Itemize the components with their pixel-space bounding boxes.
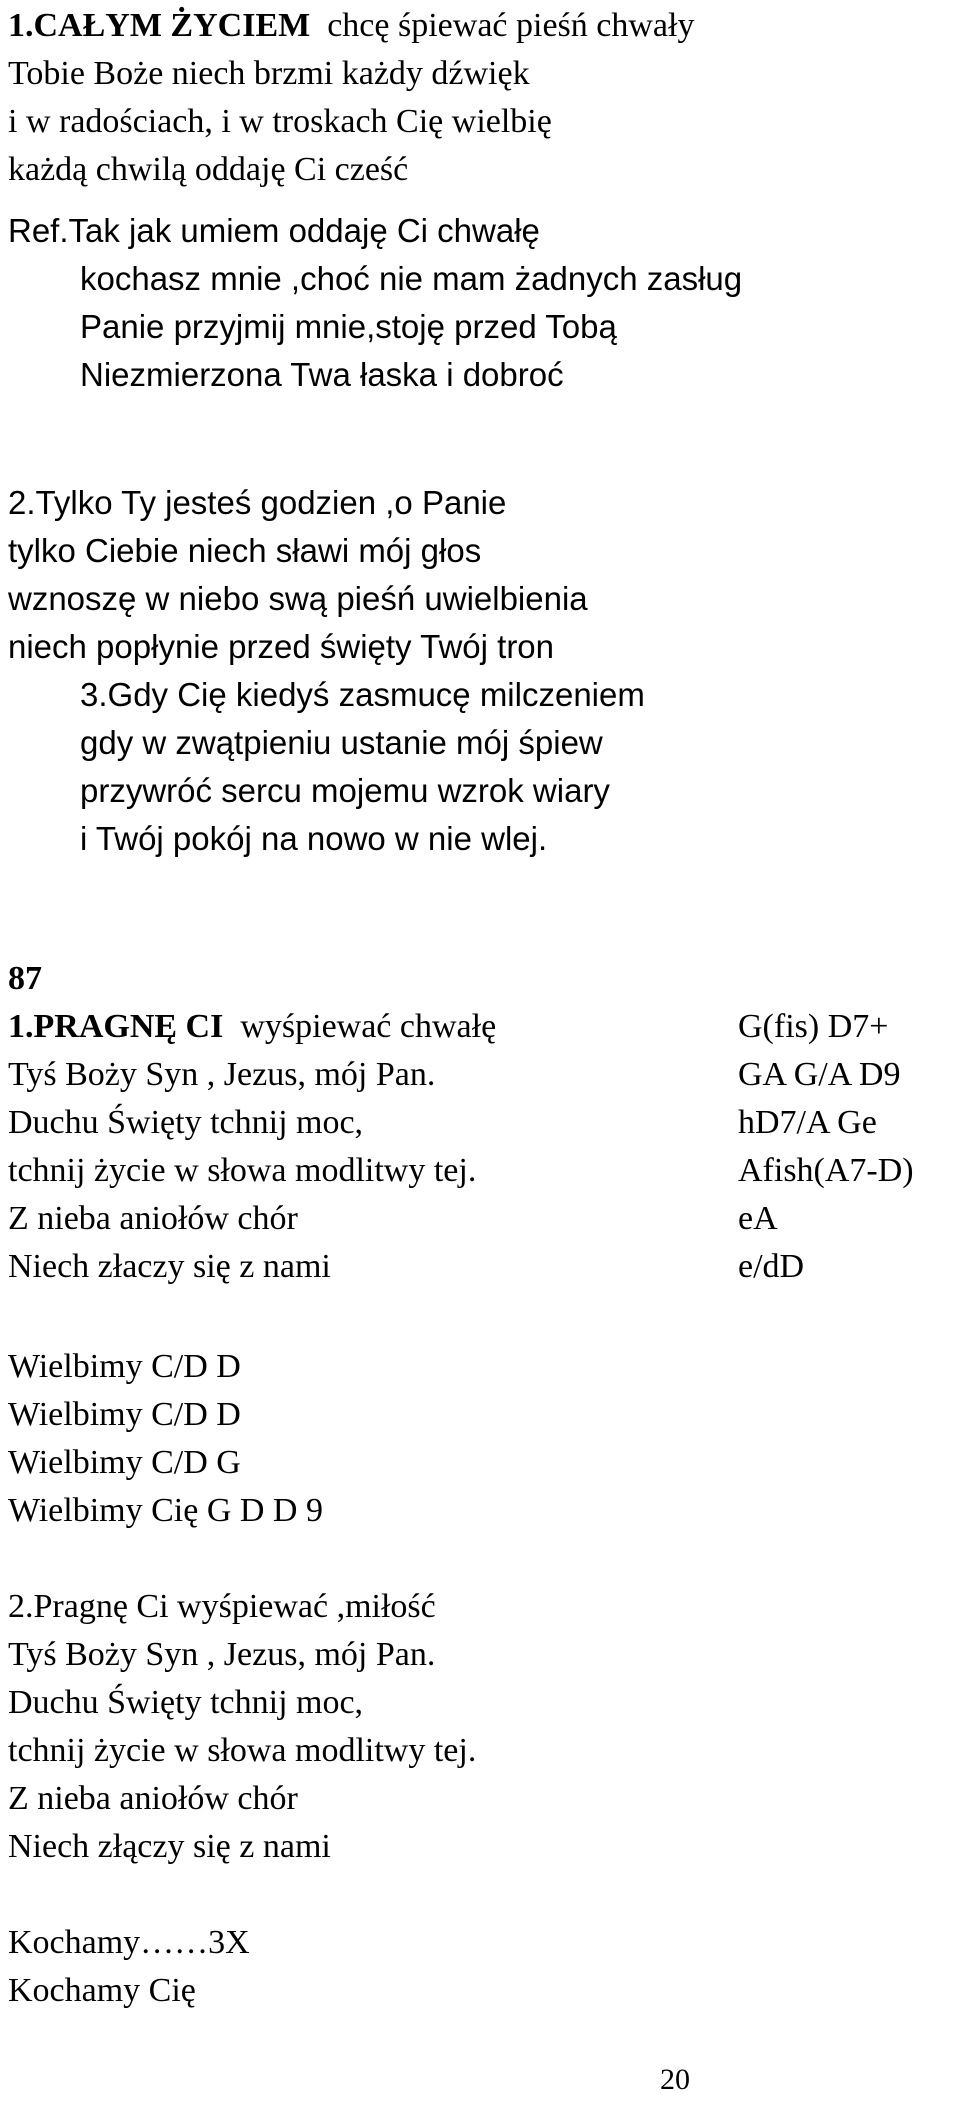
- song1-refrain: [8, 207, 742, 399]
- verse3-line: przywróć sercu mojemu wzrok wiary: [80, 772, 610, 809]
- song-number-text: 87: [8, 960, 42, 997]
- song2-verse1-line: Tyś Boży Syn , Jezus, mój Pan.: [8, 1056, 436, 1093]
- song-number: [8, 955, 42, 1003]
- chorus-line: Wielbimy Cię G D D 9: [8, 1492, 323, 1529]
- chord-line: G(fis) D7+: [738, 1008, 889, 1045]
- song1-verse1-line1: [8, 2, 694, 50]
- song2-verse1: [8, 1003, 496, 1291]
- chord-line: e/dD: [738, 1248, 805, 1285]
- song2-chorus: [8, 1343, 323, 1535]
- verse2-line: niech popłynie przed święty Twój tron: [8, 628, 555, 665]
- song2-verse2-line: tchnij życie w słowa modlitwy tej.: [8, 1732, 477, 1769]
- song1-verse1-line: każdą chwilą oddaję Ci cześć: [8, 151, 409, 188]
- song1-verse2: [8, 479, 588, 671]
- song1-verse1: [8, 2, 694, 194]
- verse3-line: gdy w zwątpieniu ustanie mój śpiew: [80, 724, 603, 761]
- verse2-line: 2.Tylko Ty jesteś godzien ,o Panie: [8, 484, 507, 521]
- song2-verse2-line: Z nieba aniołów chór: [8, 1780, 298, 1817]
- song1-verse3: [8, 671, 645, 863]
- song2-number-block: [8, 955, 42, 1003]
- chorus-line: Wielbimy C/D G: [8, 1444, 241, 1481]
- refrain-line: Ref.Tak jak umiem oddaję Ci chwałę: [8, 212, 540, 249]
- song2-verse1-line: tchnij życie w słowa modlitwy tej.: [8, 1152, 477, 1189]
- song1-verse1-line: Tobie Boże niech brzmi każdy dźwięk: [8, 55, 530, 92]
- chorus-line: Wielbimy C/D D: [8, 1396, 241, 1433]
- verse2-line: tylko Ciebie niech sławi mój głos: [8, 532, 482, 569]
- verse2-line: wznoszę w niebo swą pieśń uwielbienia: [8, 580, 588, 617]
- refrain-line: Niezmierzona Twa łaska i dobroć: [80, 356, 564, 393]
- refrain-line: kochasz mnie ,choć nie mam żadnych zasług: [80, 260, 743, 297]
- chord-line: GA G/A D9: [738, 1056, 901, 1093]
- chord-line: eA: [738, 1200, 778, 1237]
- song2-verse1-line: Duchu Święty tchnij moc,: [8, 1104, 364, 1141]
- chorus-line: Wielbimy C/D D: [8, 1348, 241, 1385]
- song2-title: 1.PRAGNĘ CI: [8, 1008, 224, 1045]
- song2-verse2: [8, 1583, 476, 1871]
- ending-line: Kochamy……3X: [8, 1924, 250, 1961]
- song2-ending: [8, 1919, 250, 2015]
- song2-verse2-line: Tyś Boży Syn , Jezus, mój Pan.: [8, 1636, 436, 1673]
- refrain-line: Panie przyjmij mnie,stoję przed Tobą: [80, 308, 617, 345]
- song2-verse2-line: Niech złączy się z nami: [8, 1828, 331, 1865]
- song2-verse1-line: Z nieba aniołów chór: [8, 1200, 298, 1237]
- verse3-line: i Twój pokój na nowo w nie wlej.: [80, 820, 548, 857]
- song1-title: 1.CAŁYM ŻYCIEM: [8, 7, 311, 44]
- song2-verse1-line1: [8, 1003, 496, 1051]
- verse3-line: 3.Gdy Cię kiedyś zasmucę milczeniem: [80, 676, 645, 713]
- chord-column: [738, 1003, 914, 1291]
- page-number: 20: [660, 2063, 690, 2096]
- ending-line: Kochamy Cię: [8, 1972, 196, 2009]
- chord-line: Afish(A7-D): [738, 1152, 914, 1189]
- chord-line: hD7/A Ge: [738, 1104, 877, 1141]
- song1-verse1-line: i w radościach, i w troskach Cię wielbię: [8, 103, 552, 140]
- song2-verse2-line: 2.Pragnę Ci wyśpiewać ,miłość: [8, 1588, 436, 1625]
- song1-verse1-line1-rest: chcę śpiewać pieśń chwały: [327, 7, 695, 44]
- song2-verse2-line: Duchu Święty tchnij moc,: [8, 1684, 364, 1721]
- song2-verse1-line: Niech złaczy się z nami: [8, 1248, 331, 1285]
- song2-verse1-line1-rest: wyśpiewać chwałę: [240, 1008, 497, 1045]
